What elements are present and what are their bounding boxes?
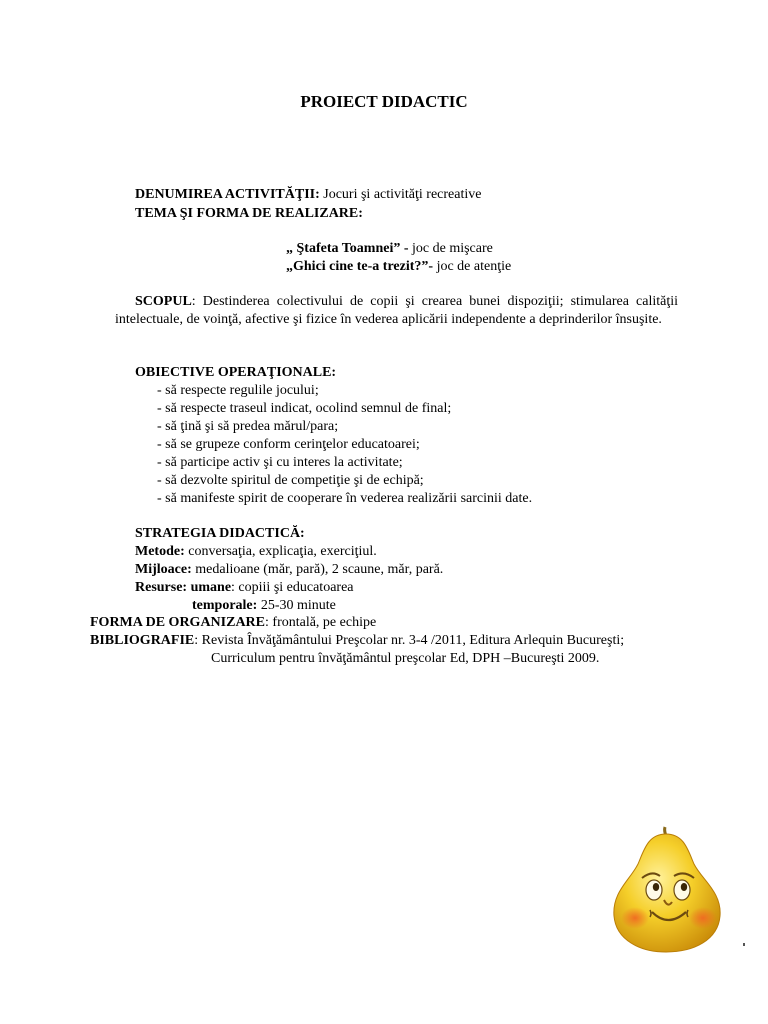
resurse-label: Resurse: umane — [135, 580, 232, 595]
mijloace-label: Mijloace: — [135, 562, 192, 577]
metode-line — [135, 543, 377, 560]
pear-body — [614, 834, 720, 952]
objective-item: - să participe activ şi cu interes la activitate; — [157, 455, 403, 470]
game-2-name: „Ghici cine te-a trezit?”- — [286, 259, 437, 274]
objective-item: - să manifeste spirit de cooperare în vederea realizării sarcinii date. — [157, 491, 533, 506]
page-title: PROIECT DIDACTIC — [300, 92, 468, 111]
tema-label: TEMA ŞI FORMA DE REALIZARE: — [135, 206, 363, 221]
scopul-text: : Destinderea colectivului de copii şi crearea bunei dispoziţii; stimularea calităţii intelectuale, de voinţă, afective şi fizice în vederea aplicării independente a deprinderilor însuşite. — [115, 294, 678, 327]
objective-item: - să respecte traseul indicat, ocolind semnul de final; — [157, 401, 452, 416]
bibliografie-line — [90, 632, 624, 649]
resurse-line — [135, 579, 354, 596]
game-1-name: „ Ştafeta Toamnei” - — [286, 241, 412, 256]
scopul-paragraph — [115, 293, 678, 329]
forma-label: FORMA DE ORGANIZARE — [90, 615, 266, 630]
resurse-value: : copiii şi educatoarea — [231, 580, 354, 595]
objective-item: - să dezvolte spiritul de competiţie şi de echipă; — [157, 473, 424, 488]
game-1 — [286, 240, 493, 257]
denumirea-label: DENUMIREA ACTIVITĂŢII: — [135, 187, 320, 202]
denumirea-value: Jocuri şi activităţi recreative — [319, 187, 482, 202]
game-1-type: joc de mişcare — [412, 241, 493, 256]
scopul-label: SCOPUL — [135, 294, 192, 309]
bibliografie-label: BIBLIOGRAFIE — [90, 633, 195, 648]
bibliografie-line-1: : Revista Învăţământului Preşcolar nr. 3-4 /2011, Editura Arlequin Bucureşti; — [194, 633, 625, 648]
objective-item: - să se grupeze conform cerinţelor educatoarei; — [157, 437, 420, 452]
objective-item: - să respecte regulile jocului; — [157, 383, 319, 398]
forma-value: : frontală, pe echipe — [265, 615, 377, 630]
pear-cheek-right — [689, 907, 717, 929]
forma-line — [90, 614, 376, 631]
pear-illustration — [608, 824, 726, 954]
speck-mark — [743, 943, 745, 946]
metode-label: Metode: — [135, 544, 185, 559]
metode-value: conversaţia, explicaţia, exerciţiul. — [184, 544, 377, 559]
obiective-label: OBIECTIVE OPERAŢIONALE: — [135, 365, 337, 380]
game-2 — [286, 258, 511, 275]
denumirea-line — [135, 186, 481, 203]
bibliografie-line-2: Curriculum pentru învăţământul preşcolar Ed, DPH –Bucureşti 2009. — [211, 651, 600, 666]
game-2-type: joc de atenţie — [436, 259, 512, 274]
mijloace-value: medalioane (măr, pară), 2 scaune, măr, pară. — [191, 562, 444, 577]
strategia-label: STRATEGIA DIDACTICĂ: — [135, 526, 305, 541]
objective-item: - să ţină şi să predea mărul/para; — [157, 419, 339, 434]
temporale-value: 25-30 minute — [257, 598, 336, 613]
temporale-line — [192, 597, 336, 614]
temporale-label: temporale: — [192, 598, 258, 613]
pear-cheek-left — [621, 907, 649, 929]
mijloace-line — [135, 561, 443, 578]
